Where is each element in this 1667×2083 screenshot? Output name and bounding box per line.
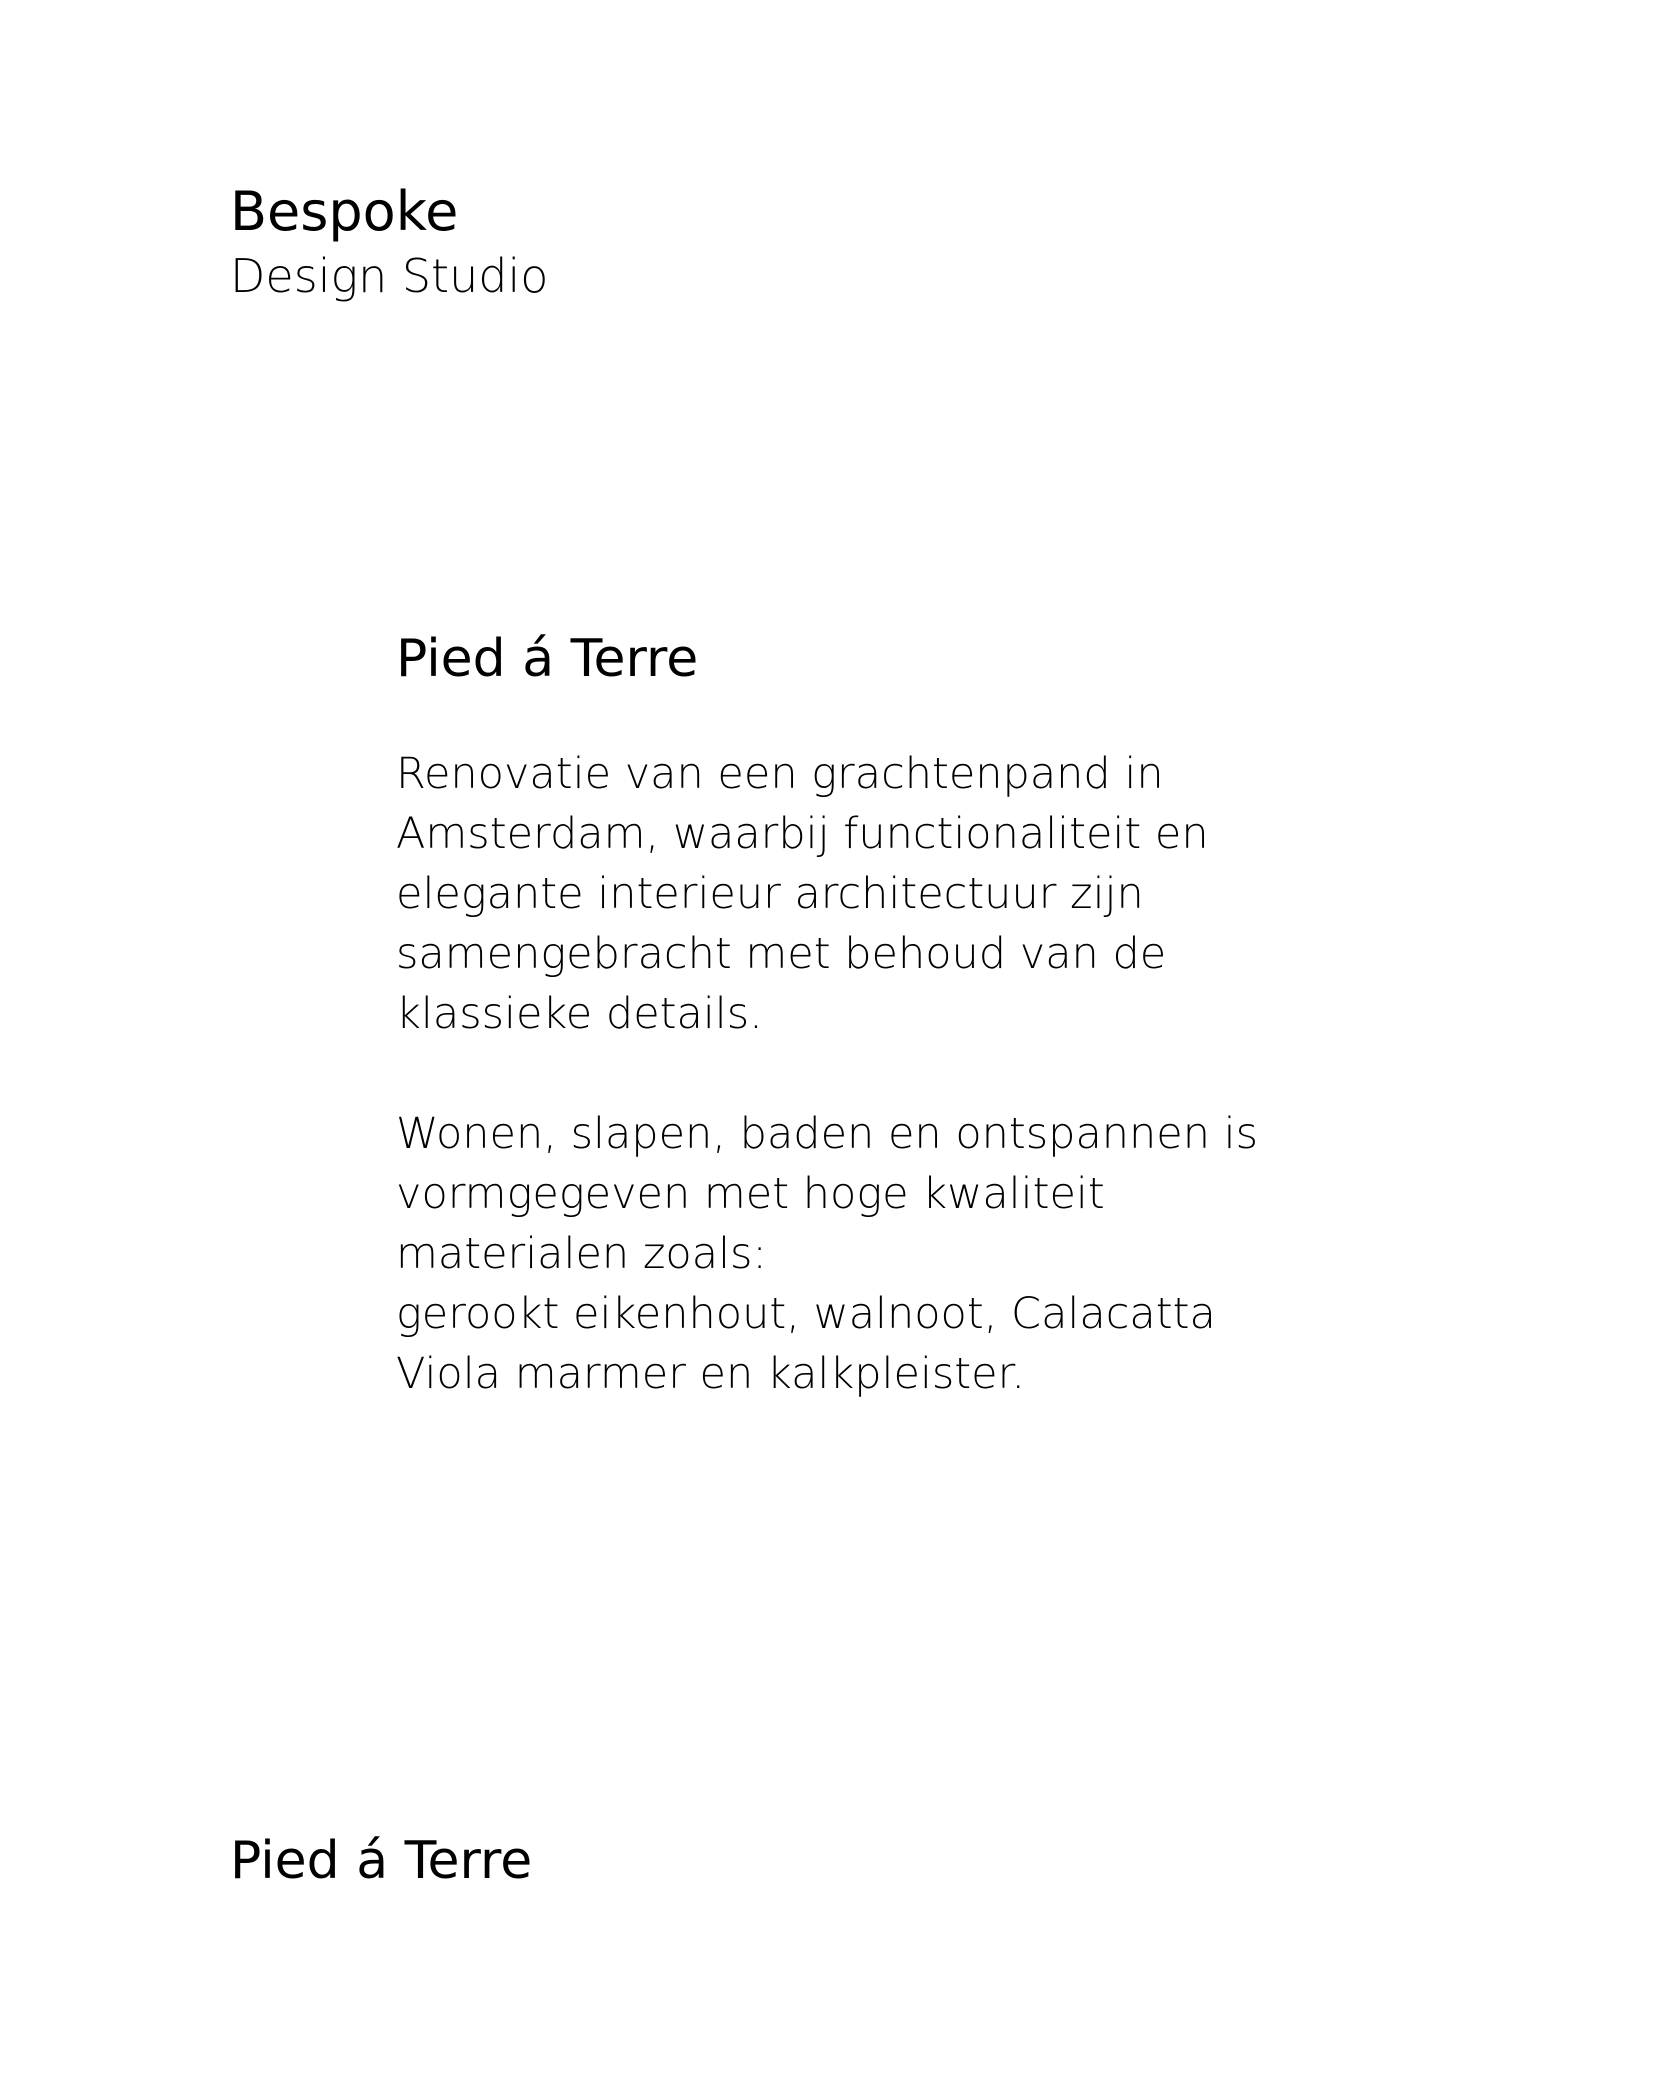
brand-name: Bespoke <box>230 180 459 243</box>
project-paragraph-materials: Wonen, slapen, baden en ontspannen is vormgegeven met hoge kwaliteit materialen zoals: gerookt eikenhout, walnoot, Calacatta Viola marmer en kalkpleister. <box>396 1109 1259 1399</box>
brand-subtitle: Design Studio <box>230 249 549 303</box>
brand-block <box>230 178 548 306</box>
project-title: Pied á Terre <box>396 629 699 689</box>
footer-project-title: Pied á Terre <box>230 1831 533 1891</box>
project-description <box>396 624 1296 1404</box>
project-paragraph-intro: Renovatie van een grachtenpand in Amsterdam, waarbij functionaliteit en elegante interieur architectuur zijn samengebracht met behoud van de klassieke details. <box>396 749 1209 1039</box>
